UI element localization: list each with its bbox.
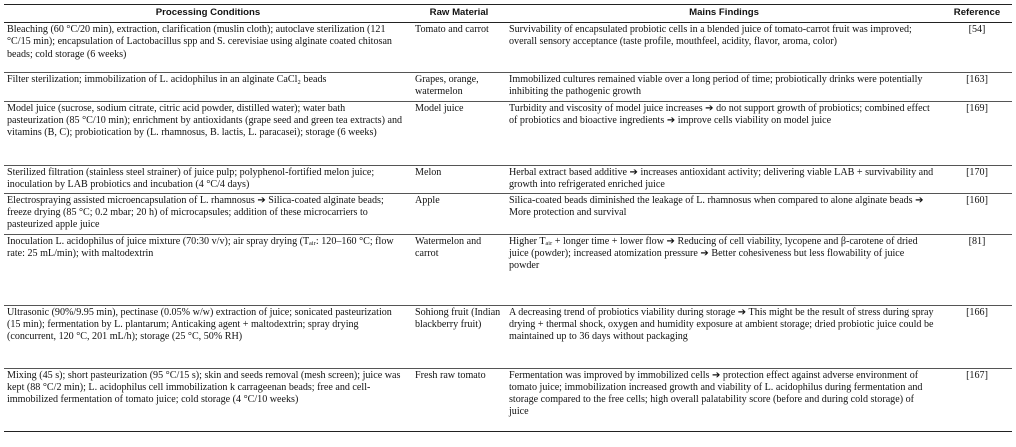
findings-cell: A decreasing trend of probiotics viability during storage ➔ This might be the result of stress during spray drying + thermal shock, oxygen and humidity exposure at ambient storage; dried probiotic juice could be maintained up to 36 days without packaging bbox=[506, 305, 942, 368]
findings-cell: Survivability of encapsulated probiotic cells in a blended juice of tomato-carrot fruit was improved; overall sensory acceptance (taste profile, mouthfeel, acidity, flavor, aroma, color) bbox=[506, 23, 942, 73]
raw-material-cell: Sohiong fruit (Indian blackberry fruit) bbox=[412, 305, 506, 368]
findings-cell: Herbal extract based additive ➔ increases antioxidant activity; delivering viable LAB + survivability and growth into refrigerated enriched juice bbox=[506, 165, 942, 193]
raw-material-cell: Tomato and carrot bbox=[412, 23, 506, 73]
table-row bbox=[4, 23, 1012, 73]
raw-material-cell: Watermelon and carrot bbox=[412, 234, 506, 305]
findings-cell: Silica-coated beads diminished the leakage of L. rhamnosus when compared to alone alginate beads ➔ More protection and survival bbox=[506, 194, 942, 235]
table-row bbox=[4, 101, 1012, 165]
header-row bbox=[4, 5, 1012, 23]
reference-cell: [170] bbox=[942, 165, 1012, 193]
header-processing: Processing Conditions bbox=[4, 5, 412, 23]
table-row bbox=[4, 305, 1012, 368]
reference-cell: [81] bbox=[942, 234, 1012, 305]
processing-cell: Model juice (sucrose, sodium citrate, citric acid powder, distilled water); water bath pasteurization (85 °C/10 min); enrichment by antioxidants (grape seed and green tea extracts) and vitamins (B, C); probiotication by (L. rhamnosus, B. lactis, L. paracasei); storage (6 weeks) bbox=[4, 101, 412, 165]
findings-cell: Fermentation was improved by immobilized cells ➔ protection effect against adverse environment of tomato juice; immobilization increased growth and viability of L. acidophilus during fermentation and storage compared to the free cells; high overall palatability score (before and during cold storage) of juice bbox=[506, 368, 942, 431]
processing-table bbox=[4, 4, 1012, 432]
findings-cell: Immobilized cultures remained viable over a long period of time; probiotically drinks were potentially inhibiting the pathogenic growth bbox=[506, 73, 942, 101]
header-reference: Reference bbox=[942, 5, 1012, 23]
processing-cell: Ultrasonic (90%/9.95 min), pectinase (0.05% w/w) extraction of juice; sonicated pasteurization (15 min); fermentation by L. plantarum; Anticaking agent + maltodextrin; spray drying (concurrent, 120 °C, 201 mL/h); storage (25 °C, 50% RH) bbox=[4, 305, 412, 368]
processing-cell: Electrospraying assisted microencapsulation of L. rhamnosus ➔ Silica-coated alginate beads; freeze drying (85 °C; 0.2 mbar; 20 h) of microcapsules; addition of these microcarriers to pasteurized apple juice bbox=[4, 194, 412, 235]
reference-cell: [167] bbox=[942, 368, 1012, 431]
processing-cell: Inoculation L. acidophilus of juice mixture (70:30 v/v); air spray drying (Tₐᵢᵣ: 120–160 °C; flow rate: 25 mL/min); with maltodextrin bbox=[4, 234, 412, 305]
findings-cell: Turbidity and viscosity of model juice increases ➔ do not support growth of probiotics; combined effect of probiotics and bioactive ingredients ➔ improve cells viability on model juice bbox=[506, 101, 942, 165]
raw-material-cell: Grapes, orange, watermelon bbox=[412, 73, 506, 101]
reference-cell: [169] bbox=[942, 101, 1012, 165]
table-row bbox=[4, 73, 1012, 101]
processing-cell: Sterilized filtration (stainless steel strainer) of juice pulp; polyphenol-fortified melon juice; inoculation by LAB probiotics and incubation (4 °C/4 days) bbox=[4, 165, 412, 193]
reference-cell: [160] bbox=[942, 194, 1012, 235]
table-row bbox=[4, 234, 1012, 305]
processing-cell: Filter sterilization; immobilization of L. acidophilus in an alginate CaCl₂ beads bbox=[4, 73, 412, 101]
reference-cell: [54] bbox=[942, 23, 1012, 73]
header-raw-material: Raw Material bbox=[412, 5, 506, 23]
table-row bbox=[4, 368, 1012, 431]
reference-cell: [163] bbox=[942, 73, 1012, 101]
raw-material-cell: Melon bbox=[412, 165, 506, 193]
header-findings: Mains Findings bbox=[506, 5, 942, 23]
table-row bbox=[4, 194, 1012, 235]
raw-material-cell: Model juice bbox=[412, 101, 506, 165]
raw-material-cell: Fresh raw tomato bbox=[412, 368, 506, 431]
raw-material-cell: Apple bbox=[412, 194, 506, 235]
findings-cell: Higher Tₐᵢᵣ + longer time + lower flow ➔ Reducing of cell viability, lycopene and β-carotene of dried juice (powder); increased atomization pressure ➔ Better cohesiveness but less flowability of juice powder bbox=[506, 234, 942, 305]
processing-cell: Mixing (45 s); short pasteurization (95 °C/15 s); skin and seeds removal (mesh screen); juice was kept (88 °C/2 min); L. acidophilus cell immobilization k carrageenan beads; free and cell-immobilized fermentation of tomato juice; cold storage (4 °C/10 weeks) bbox=[4, 368, 412, 431]
table-row bbox=[4, 165, 1012, 193]
reference-cell: [166] bbox=[942, 305, 1012, 368]
processing-cell: Bleaching (60 °C/20 min), extraction, clarification (muslin cloth); autoclave sterilization (121 °C/15 min); encapsulation of Lactobacillus spp and S. cerevisiae using alginate coated chitosan beads; cold storage (6 weeks) bbox=[4, 23, 412, 73]
